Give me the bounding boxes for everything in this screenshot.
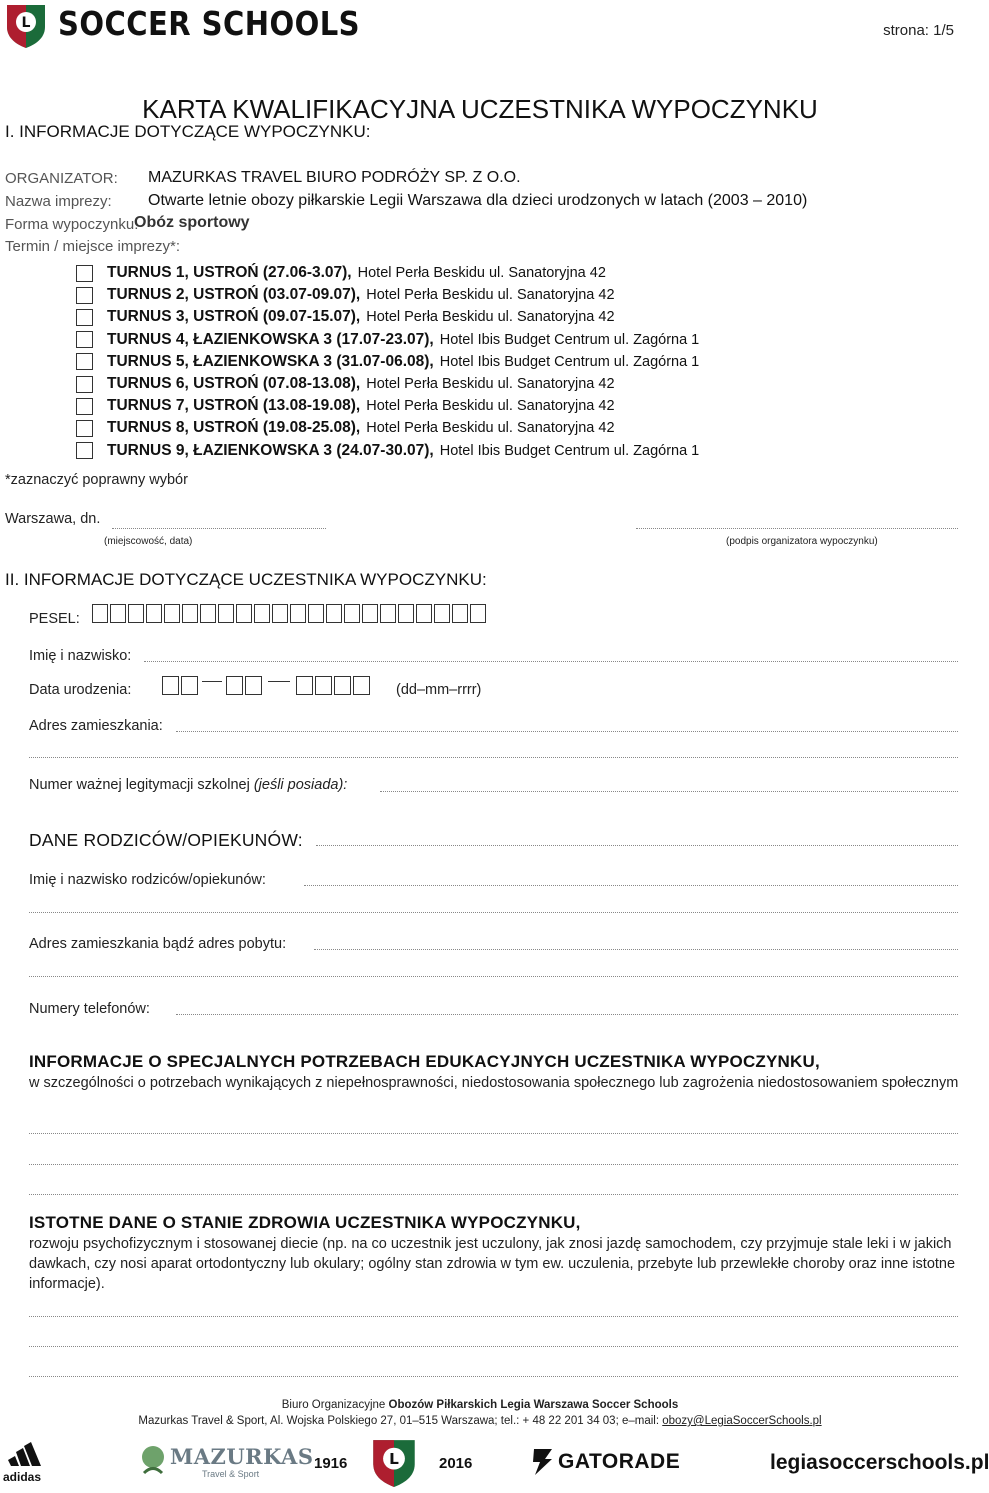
pesel-digit-box[interactable] bbox=[380, 604, 396, 623]
legia-centenary-shield-icon bbox=[370, 1436, 418, 1490]
place-date-caption: (miejscowość, data) bbox=[104, 536, 193, 547]
dob-format: (dd–mm–rrrr) bbox=[396, 682, 482, 698]
adidas-wordmark: adidas bbox=[3, 1470, 42, 1484]
signature-field[interactable] bbox=[636, 528, 958, 529]
term-label: Termin / miejsce imprezy*: bbox=[5, 238, 181, 255]
phones-field[interactable] bbox=[176, 1014, 958, 1015]
website-link[interactable]: legiasoccerschools.pl bbox=[770, 1451, 989, 1474]
turnus-checkbox[interactable] bbox=[76, 398, 93, 415]
turnus-option[interactable] bbox=[76, 284, 615, 306]
pesel-digit-box[interactable] bbox=[290, 604, 306, 623]
address-field-line-2[interactable] bbox=[29, 757, 958, 758]
turnus-checkbox[interactable] bbox=[76, 309, 93, 326]
pesel-digit-box[interactable] bbox=[128, 604, 144, 623]
place-date-field[interactable] bbox=[112, 528, 326, 529]
adidas-stripes-icon bbox=[3, 1442, 51, 1466]
turnus-option[interactable] bbox=[76, 306, 615, 328]
parents-name-field[interactable] bbox=[304, 885, 958, 886]
pesel-digit-box[interactable] bbox=[182, 604, 198, 623]
gatorade-wordmark: GATORADE bbox=[558, 1450, 681, 1473]
name-field[interactable] bbox=[144, 661, 958, 662]
turnus-name: TURNUS 2, USTROŃ (03.07-09.07), bbox=[107, 286, 361, 304]
signature-caption: (podpis organizatora wypoczynku) bbox=[726, 536, 878, 547]
health-line-3[interactable] bbox=[29, 1376, 958, 1377]
pesel-digit-box[interactable] bbox=[146, 604, 162, 623]
pesel-label: PESEL: bbox=[29, 611, 80, 627]
svg-text:L: L bbox=[389, 1450, 399, 1469]
footnote: *zaznaczyć poprawny wybór bbox=[5, 472, 188, 488]
parents-address-field-line-2[interactable] bbox=[29, 976, 958, 977]
event-value: Otwarte letnie obozy piłkarskie Legii Warszawa dla dzieci urodzonych w latach (2003 – 2010) bbox=[148, 192, 808, 209]
name-label: Imię i nazwisko: bbox=[29, 648, 132, 664]
parents-name-label: Imię i nazwisko rodziców/opiekunów: bbox=[29, 872, 266, 888]
turnus-name: TURNUS 5, ŁAZIENKOWSKA 3 (31.07-06.08), bbox=[107, 352, 434, 370]
pesel-digit-box[interactable] bbox=[236, 604, 252, 623]
turnus-option[interactable] bbox=[76, 351, 699, 373]
turnus-hotel: Hotel Perła Beskidu ul. Sanatoryjna 42 bbox=[366, 287, 615, 304]
turnus-option[interactable] bbox=[76, 417, 615, 439]
school-id-note: (jeśli posiada): bbox=[253, 777, 348, 793]
school-id-text: Numer ważnej legitymacji szkolnej bbox=[29, 777, 250, 793]
dob-day-1[interactable] bbox=[162, 676, 179, 695]
pesel-input[interactable] bbox=[92, 604, 486, 623]
pesel-digit-box[interactable] bbox=[308, 604, 324, 623]
adidas-logo bbox=[3, 1442, 51, 1484]
turnus-checkbox[interactable] bbox=[76, 331, 93, 348]
dob-month-2[interactable] bbox=[245, 676, 262, 695]
turnus-checkbox[interactable] bbox=[76, 265, 93, 282]
health-text: rozwoju psychofizycznym i stosowanej diecie (np. na co uczestnik jest uczulony, jak znosi jazdę samochodem, czy przyjmuje stale leki i w jakich dawkach, czy nosi aparat ortodontyczny lub okulary; ogólny stan zdrowia w tym ew. uczulenia, przebyte lub przewlekłe choroby oraz inne istotne informacje). bbox=[29, 1236, 956, 1292]
turnus-option[interactable] bbox=[76, 373, 615, 395]
event-label: Nazwa imprezy: bbox=[5, 193, 112, 210]
organizer-value: MAZURKAS TRAVEL BIURO PODRÓŻY SP. Z O.O. bbox=[148, 169, 521, 186]
dob-month-1[interactable] bbox=[226, 676, 243, 695]
turnus-name: TURNUS 6, USTROŃ (07.08-13.08), bbox=[107, 375, 361, 392]
turnus-name: TURNUS 3, USTROŃ (09.07-15.07), bbox=[107, 308, 361, 326]
turnus-hotel: Hotel Ibis Budget Centrum ul. Zagórna 1 bbox=[439, 353, 700, 370]
mazurkas-icon bbox=[138, 1443, 168, 1477]
turnus-checkbox[interactable] bbox=[76, 420, 93, 437]
brand-title: SOCCER SCHOOLS bbox=[58, 4, 361, 43]
dob-year-2[interactable] bbox=[315, 676, 332, 695]
turnus-hotel: Hotel Perła Beskidu ul. Sanatoryjna 42 bbox=[366, 376, 615, 392]
parents-address-field[interactable] bbox=[314, 949, 958, 950]
pesel-digit-box[interactable] bbox=[92, 604, 108, 623]
turnus-checkbox[interactable] bbox=[76, 353, 93, 370]
special-needs-line-3[interactable] bbox=[29, 1194, 958, 1195]
gatorade-bolt-icon bbox=[531, 1447, 555, 1477]
address-label: Adres zamieszkania: bbox=[29, 718, 163, 734]
turnus-hotel: Hotel Ibis Budget Centrum ul. Zagórna 1 bbox=[439, 331, 700, 348]
dob-separator bbox=[268, 681, 290, 683]
pesel-digit-box[interactable] bbox=[218, 604, 234, 623]
pesel-digit-box[interactable] bbox=[110, 604, 126, 623]
health-line-2[interactable] bbox=[29, 1346, 958, 1347]
turnus-name: TURNUS 9, ŁAZIENKOWSKA 3 (24.07-30.07), bbox=[107, 441, 434, 459]
footer-email-link[interactable]: obozy@LegiaSoccerSchools.pl bbox=[662, 1415, 822, 1427]
dob-separator bbox=[202, 681, 222, 683]
address-field[interactable] bbox=[176, 731, 958, 732]
turnus-hotel: Hotel Perła Beskidu ul. Sanatoryjna 42 bbox=[366, 420, 615, 437]
footer-office-name: Obozów Piłkarskich Legia Warszawa Soccer Schools bbox=[388, 1399, 679, 1411]
special-needs-text: w szczególności o potrzebach wynikających z niepełnosprawności, niedostosowania społecznego lub zagrożenia niedostosowaniem społecznym bbox=[29, 1075, 959, 1091]
phones-label: Numery telefonów: bbox=[29, 1001, 150, 1017]
turnus-checkbox[interactable] bbox=[76, 442, 93, 459]
school-id-field[interactable] bbox=[380, 791, 958, 792]
special-needs-heading: INFORMACJE O SPECJALNYCH POTRZEBACH EDUKACYJNYCH UCZESTNIKA WYPOCZYNKU, bbox=[29, 1052, 820, 1071]
year-right: 2016 bbox=[439, 1455, 473, 1472]
footer-contact bbox=[0, 1415, 960, 1427]
dob-year-3[interactable] bbox=[334, 676, 351, 695]
turnus-name: TURNUS 8, USTROŃ (19.08-25.08), bbox=[107, 419, 361, 437]
special-needs-line-1[interactable] bbox=[29, 1133, 958, 1134]
turnus-name: TURNUS 7, USTROŃ (13.08-19.08), bbox=[107, 397, 361, 415]
turnus-hotel: Hotel Ibis Budget Centrum ul. Zagórna 1 bbox=[439, 442, 700, 459]
turnus-option[interactable] bbox=[76, 329, 699, 351]
parents-heading-line bbox=[316, 845, 958, 846]
pesel-digit-box[interactable] bbox=[164, 604, 180, 623]
legia-shield-icon bbox=[4, 3, 48, 49]
page-number: strona: 1/5 bbox=[883, 22, 954, 39]
pesel-digit-box[interactable] bbox=[344, 604, 360, 623]
section-2-heading: II. INFORMACJE DOTYCZĄCE UCZESTNIKA WYPOCZYNKU: bbox=[5, 570, 487, 589]
turnus-hotel: Hotel Perła Beskidu ul. Sanatoryjna 42 bbox=[366, 398, 615, 415]
mazurkas-wordmark: MAZURKAS bbox=[170, 1444, 314, 1469]
pesel-digit-box[interactable] bbox=[326, 604, 342, 623]
turnus-name: TURNUS 1, USTROŃ (27.06-3.07), bbox=[107, 264, 352, 281]
footer-office-prefix: Biuro Organizacyjne bbox=[281, 1399, 386, 1411]
pesel-digit-box[interactable] bbox=[416, 604, 432, 623]
pesel-digit-box[interactable] bbox=[272, 604, 288, 623]
form-value: Obóz sportowy bbox=[134, 214, 250, 231]
place-date-label: Warszawa, dn. bbox=[5, 511, 101, 527]
pesel-digit-box[interactable] bbox=[362, 604, 378, 623]
health-heading: ISTOTNE DANE O STANIE ZDROWIA UCZESTNIKA WYPOCZYNKU, bbox=[29, 1213, 581, 1232]
year-left: 1916 bbox=[314, 1455, 348, 1472]
dob-label: Data urodzenia: bbox=[29, 682, 132, 698]
dob-year-1[interactable] bbox=[296, 676, 313, 695]
turnus-hotel: Hotel Perła Beskidu ul. Sanatoryjna 42 bbox=[366, 309, 615, 326]
section-1-heading: I. INFORMACJE DOTYCZĄCE WYPOCZYNKU: bbox=[5, 122, 371, 141]
pesel-digit-box[interactable] bbox=[470, 604, 486, 623]
turnus-option[interactable] bbox=[76, 395, 615, 417]
turnus-option[interactable] bbox=[76, 440, 699, 462]
organizer-label: ORGANIZATOR: bbox=[5, 170, 118, 187]
pesel-digit-box[interactable] bbox=[398, 604, 414, 623]
footer-office bbox=[0, 1399, 960, 1411]
health-line-1[interactable] bbox=[29, 1316, 958, 1317]
parents-heading: DANE RODZICÓW/OPIEKUNÓW: bbox=[29, 830, 303, 850]
dob-day-2[interactable] bbox=[181, 676, 198, 695]
mazurkas-subtitle: Travel & Sport bbox=[202, 1469, 260, 1479]
parents-name-field-line-2[interactable] bbox=[29, 912, 958, 913]
pesel-digit-box[interactable] bbox=[452, 604, 468, 623]
footer-contact-text: Mazurkas Travel & Sport, Al. Wojska Polskiego 27, 01–515 Warszawa; tel.: + 48 22 201 34 03; e–mail: bbox=[138, 1415, 660, 1427]
svg-text:L: L bbox=[21, 15, 31, 31]
school-id-label bbox=[29, 777, 347, 793]
turnus-option[interactable] bbox=[76, 262, 606, 284]
parents-address-label: Adres zamieszkania bądź adres pobytu: bbox=[29, 936, 287, 952]
dob-input[interactable] bbox=[162, 676, 370, 695]
turnus-hotel: Hotel Perła Beskidu ul. Sanatoryjna 42 bbox=[357, 265, 606, 281]
dob-year-4[interactable] bbox=[353, 676, 370, 695]
special-needs-line-2[interactable] bbox=[29, 1164, 958, 1165]
pesel-digit-box[interactable] bbox=[434, 604, 450, 623]
turnus-checkbox[interactable] bbox=[76, 376, 93, 393]
pesel-digit-box[interactable] bbox=[254, 604, 270, 623]
turnus-checkbox[interactable] bbox=[76, 287, 93, 304]
turnus-name: TURNUS 4, ŁAZIENKOWSKA 3 (17.07-23.07), bbox=[107, 330, 434, 348]
form-label: Forma wypoczynku: bbox=[5, 216, 139, 233]
pesel-digit-box[interactable] bbox=[200, 604, 216, 623]
page-title: KARTA KWALIFIKACYJNA UCZESTNIKA WYPOCZYNKU bbox=[142, 94, 818, 124]
